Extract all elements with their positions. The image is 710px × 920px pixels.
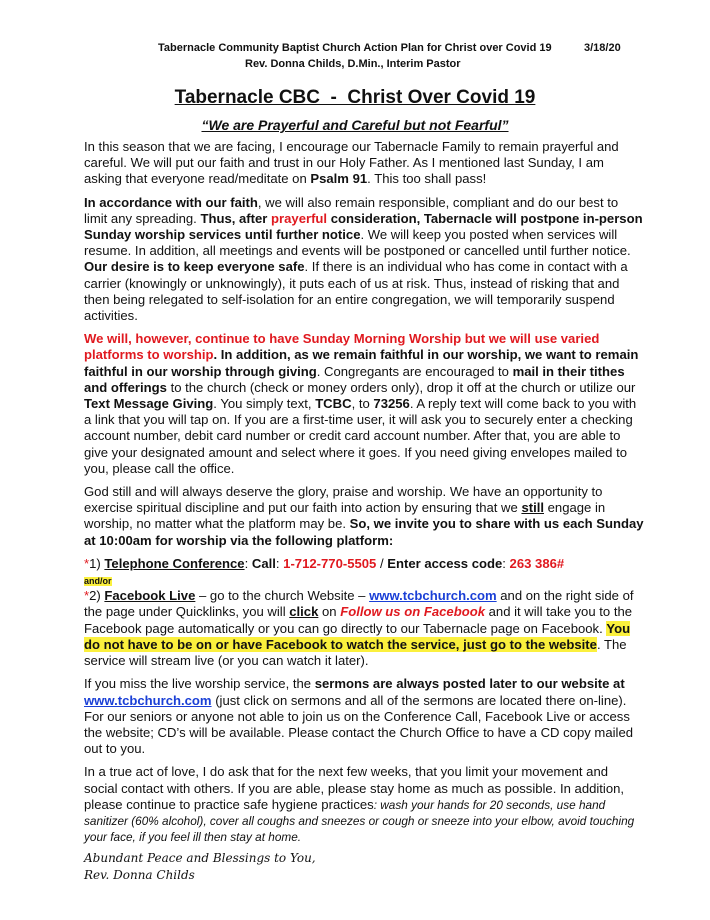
signature-closing: Abundant Peace and Blessings to You, <box>84 851 316 866</box>
text: and on the right side of the page under Quicklinks, you will <box>84 588 634 620</box>
text-prayerful: prayerful <box>271 210 328 226</box>
text: on <box>318 604 341 620</box>
header-pastor: Rev. Donna Childs, D.Min., Interim Pastor <box>245 58 461 70</box>
access-code-label: Enter access code <box>387 555 503 571</box>
page-subtitle: “We are Prayerful and Careful but not Fearful” <box>201 117 509 133</box>
paragraph-sermons <box>84 676 644 757</box>
letter-body <box>84 139 644 884</box>
header-date: 3/18/20 <box>584 42 621 54</box>
option-2-label: Facebook Live <box>104 588 196 604</box>
sermons-website-link[interactable]: www.tcbchurch.com <box>84 692 212 708</box>
text: If you miss the live worship service, the <box>84 676 315 692</box>
header-plan-title: Tabernacle Community Baptist Church Action Plan for Christ over Covid 19 <box>158 42 552 54</box>
text: engage in worship, no matter what the platform may be. <box>84 500 606 532</box>
page-title: Tabernacle CBC - Christ Over Covid 19 <box>174 87 536 108</box>
text: . We will keep you posted when services will resume. In addition, all meetings and events will be postponed or cancelled until further notice. <box>84 227 631 259</box>
paragraph-invitation <box>84 484 644 549</box>
text-bold: In accordance with our faith <box>84 194 258 210</box>
option-2-asterisk: * <box>84 588 90 604</box>
text: . If there is an individual who has come in contact with a carrier (knowingly or unknowingly), it puts each of us at risk. Thus, instead of risking that and then being relegated to self-isolation for an entire congregation, we will temporarily suspend activities. <box>84 259 628 324</box>
text-red-bold: We will, however, continue to have Sunday Morning Worship but we will use varied platforms to worship <box>84 331 600 363</box>
hygiene-practices: : wash your hands for 20 seconds, use hand sanitizer (60% alcohol), cover all coughs and sneezes or cough or sneeze into your elbow, avoid touching your face, if you feel ill then stay at home. <box>84 797 635 845</box>
psalm-reference: Psalm 91 <box>310 171 368 187</box>
text: to the church (check or money orders only), drop it off at the church or utilize our <box>166 379 636 395</box>
paragraph-hygiene <box>84 764 644 845</box>
signature-block <box>84 850 644 884</box>
option-1-asterisk: * <box>84 555 90 571</box>
signature-name: Rev. Donna Childs <box>84 868 195 883</box>
text-bold: Our desire is to keep everyone safe <box>84 259 305 275</box>
text: / <box>376 555 388 571</box>
option-1-label: Telephone Conference <box>104 555 245 571</box>
text: (just click on sermons and all of the sermons are located there on-line). For our seniors or anyone not able to join us on the Conference Call, Facebook Live or access the website; CD’s will be available. Please contact the Church Office to have a CD copy mailed out to you. <box>84 692 634 757</box>
text-click: click <box>289 604 319 620</box>
text: , we will also remain responsible, compliant and do our best to limit any spreading. <box>84 194 619 226</box>
paragraph-postponement <box>84 195 644 325</box>
follow-facebook-text: Follow us on Facebook <box>340 604 485 620</box>
text: God still and will always deserve the glory, praise and worship. We have an opportunity to exercise spiritual discipline and put our faith into action by ensuring that we <box>84 484 603 516</box>
call-label: Call <box>251 555 276 571</box>
text: : <box>275 555 284 571</box>
paragraph-intro <box>84 139 644 188</box>
text-shortcode: 73256 <box>373 396 410 412</box>
text-bold: mail in their tithes and offerings <box>84 363 625 395</box>
text-keyword: TCBC <box>315 396 352 412</box>
paragraph-giving <box>84 331 644 477</box>
text-bold: consideration, Tabernacle will postpone in-person Sunday worship services until further notice <box>84 210 643 243</box>
text: . You simply text, <box>213 396 316 412</box>
text-bold: Thus, after <box>200 210 272 226</box>
text: . The service will stream live (or you can watch it later). <box>84 636 627 669</box>
and-or-note: and/or <box>84 576 112 587</box>
text-bold: . In addition, as we remain faithful in our worship, we want to remain faithful in our worship through giving <box>84 347 639 379</box>
text: : <box>244 555 252 571</box>
text-still: still <box>521 500 544 516</box>
text-bold: So, we invite you to share with us each Sunday at 10:00am for worship via the following platform: <box>84 516 644 548</box>
option-1-number: 1) <box>89 555 105 571</box>
option-2-number: 2) <box>89 588 105 604</box>
text: . This too shall pass! <box>367 171 487 187</box>
text-bold: Text Message Giving <box>84 396 214 412</box>
text-bold: sermons are always posted later to our website at <box>314 676 625 692</box>
conference-phone-number: 1-712-770-5505 <box>283 555 377 571</box>
text: In this season that we are facing, I encourage our Tabernacle Family to remain prayerful and careful. We will put our faith and trust in our Holy Father. As I mentioned last Sunday, I am asking that everyone read/meditate on <box>84 139 619 187</box>
text: and it will take you to the Facebook page automatically or you can go directly to our Tabernacle page on Facebook. <box>84 604 633 636</box>
paragraph-platforms <box>84 556 644 669</box>
highlighted-note: You do not have to be on or have Facebook to watch the service, just go to the website <box>84 620 631 652</box>
text: , to <box>351 396 374 412</box>
access-code: 263 386# <box>509 555 565 571</box>
text: – go to the church Website – <box>195 588 370 604</box>
text: In a true act of love, I do ask that for the next few weeks, that you limit your movement and social contact with others. If you are able, please stay home as much as possible. In addition, please continue to practice safe hygiene practices <box>84 764 625 812</box>
church-website-link[interactable]: www.tcbchurch.com <box>369 588 497 604</box>
text: : <box>502 555 510 571</box>
text: . Congregants are encouraged to <box>316 363 513 379</box>
text: . A reply text will come back to you with a link that you will tap on. If you are a first-time user, it will ask you to securely enter a checking account number, debit card number or credit card account number. After that, you are able to give your designated amount and select where it goes. If you need giving envelopes mailed to you, please call the office. <box>84 396 637 476</box>
